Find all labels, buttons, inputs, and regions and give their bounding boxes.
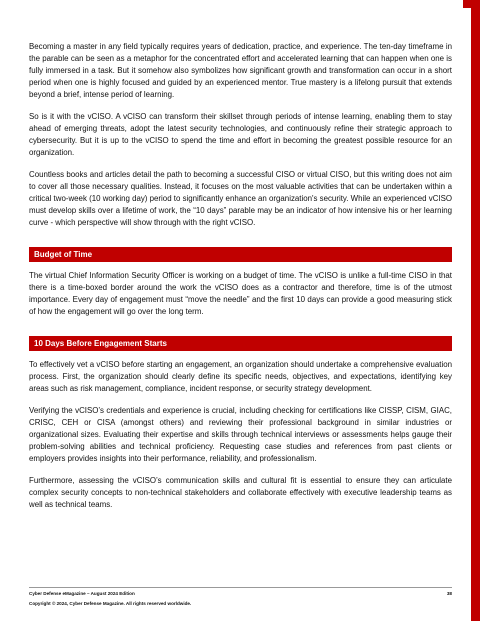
- footer-edition-line: [29, 591, 452, 596]
- article-body: [29, 41, 452, 521]
- corner-accent: [463, 0, 471, 8]
- before-paragraph-1: To effectively vet a vCISO before starting an engagement, an organization should undertake a comprehensive evaluation process. First, the organization should clearly define its specific needs, objectives, and expectations, identifying key areas such as risk management, compliance, incident response, or security strategy development.: [29, 360, 452, 393]
- before-paragraph-2: Verifying the vCISO’s credentials and experience is crucial, including checking for certifications like CISSP, CISM, GIAC, CRISC, CEH or CISA (amongst others) and reviewing their professional background in similar industries or organizational sizes. Evaluating their expertise and skills through technical interviews or assessments helps gauge their problem-solving abilities and technical proficiency. Requesting case studies and references from past clients or employers provides insights into their performance, reliability, and professionalism.: [29, 406, 452, 463]
- budget-paragraph-1: The virtual Chief Information Security Officer is working on a budget of time. The vCISO is unlike a full-time CISO in that there is a time-boxed border around the work the vCISO does as a contractor and therefore, time is of the utmost importance. Every day of engagement must “move the needle” and the first 10 days can provide a good measuring stick of how the engagement will go over the long term.: [29, 271, 452, 316]
- page-number: 38: [446, 591, 452, 596]
- footer-edition: Cyber Defense eMagazine – August 2024 Edition: [29, 591, 135, 596]
- intro-paragraph-3: Countless books and articles detail the path to becoming a successful CISO or virtual CISO, but this writing does not aim to cover all those necessary qualities. Instead, it focuses on the most valuable activities that can be undertaken within a critical two-week (10 working day) period to significantly enhance an organization's security. While an experienced vCISO must develop skills over a lifetime of work, the “10 days” parable may be an indicator of how intensive his or her learning curve - which perspective will show through with the right vCISO.: [29, 170, 452, 227]
- section-heading-budget-of-time: Budget of Time: [29, 247, 452, 262]
- section-heading-before-engagement: 10 Days Before Engagement Starts: [29, 336, 452, 351]
- before-paragraph-3: Furthermore, assessing the vCISO’s communication skills and cultural fit is essential to ensure they can articulate complex security concepts to non-technical stakeholders and collaborate effectively with executive leadership teams as well as technical teams.: [29, 476, 452, 509]
- footer-copyright: Copyright © 2024, Cyber Defense Magazine. All rights reserved worldwide.: [29, 601, 192, 606]
- page-edge-accent: [471, 0, 480, 621]
- intro-paragraph-2: So is it with the vCISO. A vCISO can transform their skillset through periods of intense learning, enabling them to stay ahead of emerging threats, adopt the latest security technologies, and continuously refine their strategic approach to cybersecurity. But it is up to the vCISO to spend the time and effort in becoming the greatest possible resource for an organization.: [29, 112, 452, 157]
- intro-paragraph-1: Becoming a master in any field typically requires years of dedication, practice, and experience. The ten-day timeframe in the parable can be seen as a metaphor for the concentrated effort and accelerated learning that can happen when one is fully immersed in a task. But it somehow also symbolizes how significant growth and transformation can occur in a short period when one is highly focused and guided by an experienced mentor. True mastery is a lifelong pursuit that extends beyond a brief, intense period of learning.: [29, 42, 452, 99]
- footer-divider: [29, 587, 452, 588]
